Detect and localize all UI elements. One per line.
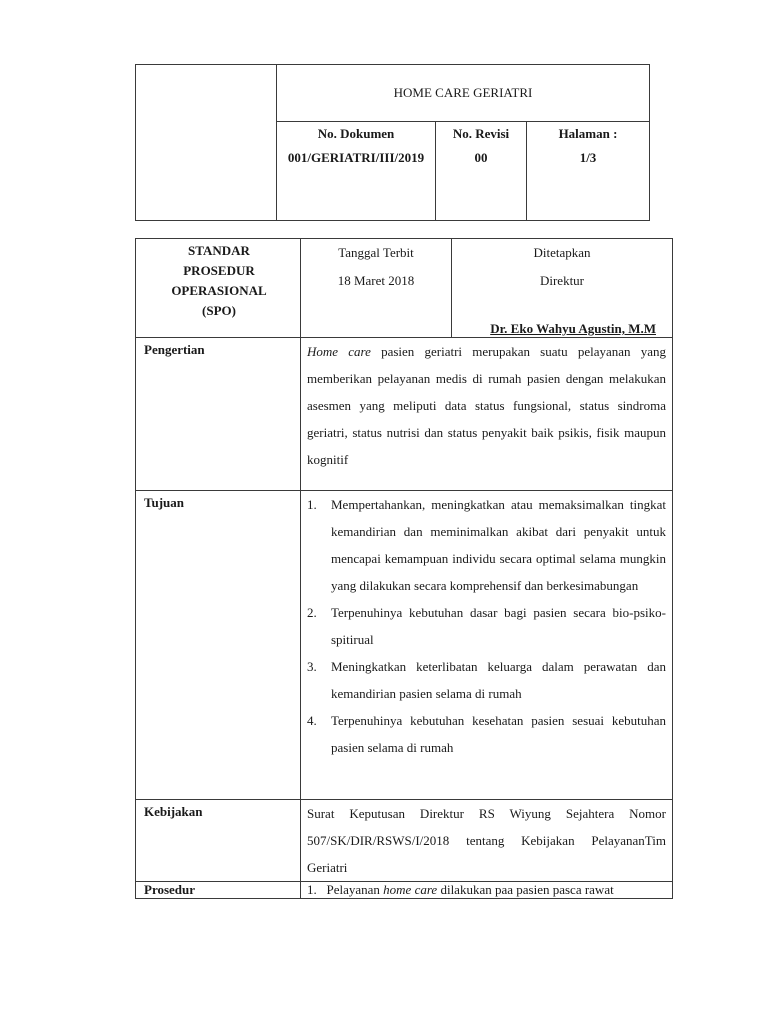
list-item-text: Meningkatkan keterlibatan keluarga dalam perawatan dan kemandirian pasien selama di rumah [331,659,666,701]
list-item [307,599,666,653]
list-item-number: 2. [307,605,317,620]
list-item-number: 1. [307,497,317,512]
pengertian-content [301,338,673,491]
prosedur-text-pre: Pelayanan [326,882,384,897]
approval-label: Ditetapkan [533,245,591,260]
pengertian-text: pasien geriatri merupakan suatu pelayanan yang memberikan pelayanan medis di rumah pasien dengan melakukan asesmen yang meliputi data status fungsional, status sindroma geriatri, status nutrisi dan status penyakit baik psikis, fisik maupun kognitif [307,344,666,467]
list-item-number: 4. [307,713,317,728]
page-value: 1/3 [579,150,597,165]
tujuan-label: Tujuan [136,491,301,800]
document-title: HOME CARE GERIATRI [277,65,650,122]
prosedur-label: Prosedur [136,882,301,899]
prosedur-content [301,882,673,899]
revision-value: 00 [474,150,488,165]
page-cell [527,122,650,221]
spo-table [135,238,673,899]
revision-cell [436,122,527,221]
logo-placeholder-cell [136,65,277,221]
signer-name: Dr. Eko Wahyu Agustin, M.M [490,321,656,336]
list-item-text: Terpenuhinya kebutuhan dasar bagi pasien secara bio-psiko-spitirual [331,605,666,647]
issue-date-cell [301,239,452,338]
pengertian-label: Pengertian [136,338,301,491]
list-item [307,491,666,599]
approval-role: Direktur [539,273,585,288]
tujuan-content [301,491,673,800]
revision-label: No. Revisi [452,126,510,141]
list-item [307,707,666,761]
kebijakan-content: Surat Keputusan Direktur RS Wiyung Sejahtera Nomor 507/SK/DIR/RSWS/I/2018 tentang Kebijakan PelayananTim Geriatri [301,800,673,882]
approval-cell [452,239,673,338]
tujuan-list [307,491,666,761]
document-header-table [135,64,650,221]
spo-title-cell [136,239,301,338]
kebijakan-label: Kebijakan [136,800,301,882]
doc-number-label: No. Dokumen [317,126,395,141]
list-item [307,653,666,707]
list-item-text: Terpenuhinya kebutuhan kesehatan pasien sesuai kebutuhan pasien selama di rumah [331,713,666,755]
doc-number-value: 001/GERIATRI/III/2019 [287,150,425,165]
page-label: Halaman : [558,126,618,141]
pengertian-italic: Home care [307,344,371,359]
list-item-text: Mempertahankan, meningkatkan atau memaksimalkan tingkat kemandirian dan meminimalkan akibat dari penyakit untuk mencapai kemampuan individu secara optimal selama mungkin yang dilakukan secara komprehensif dan berkesimabungan [331,497,666,593]
issue-date-value: 18 Maret 2018 [337,273,415,288]
prosedur-italic: home care [383,882,438,897]
spo-line-4: (SPO) [202,303,236,318]
spo-line-1: STANDAR [188,243,250,258]
prosedur-number: 1. [307,882,317,897]
spo-line-2: PROSEDUR [183,263,255,278]
issue-date-label: Tanggal Terbit [338,245,414,260]
prosedur-text-post: dilakukan paa pasien pasca rawat [437,882,614,897]
list-item-number: 3. [307,659,317,674]
spo-line-3: OPERASIONAL [171,283,267,298]
doc-number-cell [277,122,436,221]
